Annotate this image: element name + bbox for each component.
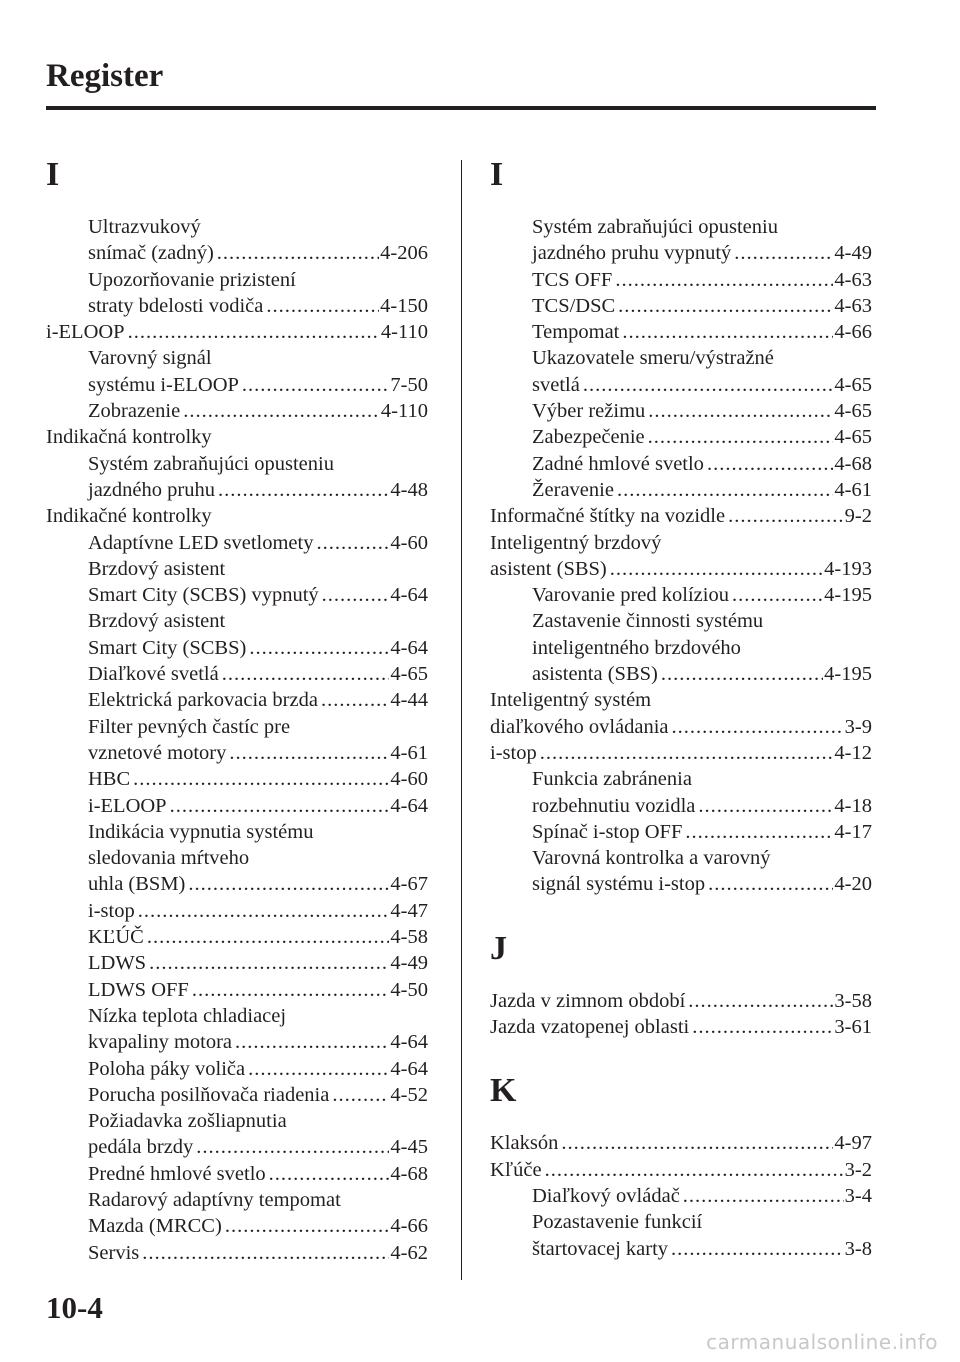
index-subentry [46,635,428,661]
page-reference: 4-64 [390,794,428,817]
dot-leader [698,793,833,819]
index-column-right [490,150,872,1262]
page-reference: 4-61 [834,478,872,501]
page-reference: 3-61 [834,1016,872,1039]
entry-text: systému i-ELOOP [88,373,239,396]
page-reference: 4-65 [834,373,872,396]
dot-leader [683,1183,844,1209]
index-subentry [490,1183,872,1209]
entry-text: Servis [88,1241,140,1264]
index-subentry [46,477,428,503]
index-subentry: Systém zabraňujúci opusteniu [88,452,334,475]
dot-leader [138,898,390,924]
index-subentry [490,293,872,319]
index-subentry: Varovná kontrolka a varovný [532,847,771,870]
dot-leader [707,451,833,477]
page-reference: 3-58 [834,989,872,1012]
dot-leader [734,240,833,266]
page-reference: 4-206 [380,242,428,265]
index-subentry: Brzdový asistent [88,610,226,633]
index-subentry [46,898,428,924]
entry-text: rozbehnutiu vozidla [532,794,696,817]
entry-text: Spínač i-stop OFF [532,820,683,843]
dot-leader [142,1240,389,1266]
section-letter: I [490,156,504,193]
dot-leader [322,582,390,608]
header-rule [46,106,876,110]
entry-text: TCS/DSC [532,294,616,317]
column-divider [461,160,462,1280]
dot-leader [685,819,833,845]
dot-leader [133,766,389,792]
entry-text: Smart City (SCBS) [88,636,247,659]
page-reference: 4-68 [390,1162,428,1185]
dot-leader [540,740,834,766]
section-letter: K [490,1072,517,1110]
dot-leader [128,319,380,345]
index-entry [490,740,872,766]
page-reference: 4-50 [390,978,428,1001]
dot-leader [615,267,833,293]
index-entry: Indikačné kontrolky [46,505,212,528]
entry-text: HBC [88,768,131,791]
entry-text: Jazda vzatopenej oblasti [490,1016,690,1039]
entry-list [46,214,428,1266]
page-number: 10-4 [46,1290,103,1325]
entry-text: straty bdelosti vodiča [88,294,264,317]
index-subentry: Požiadavka zošliapnutia [88,1110,287,1133]
index-subentry: Systém zabraňujúci opusteniu [532,216,778,238]
page-reference: 4-67 [390,873,428,896]
index-entry: Indikačná kontrolky [46,426,212,449]
index-subentry: inteligentného brzdového [532,636,741,659]
index-subentry: Filter pevných častíc pre [88,715,291,738]
index-subentry [490,1236,872,1262]
index-entry [46,319,428,345]
index-subentry: Varovný signál [88,347,212,370]
page-reference: 4-62 [390,1241,428,1264]
index-subentry [46,1161,428,1187]
index-subentry [490,661,872,687]
dot-leader [249,635,389,661]
dot-leader [671,1236,844,1262]
entry-text: Výber režimu [532,400,646,423]
index-subentry [46,871,428,897]
page-reference: 4-49 [390,952,428,975]
dot-leader [661,661,823,687]
entry-text: jazdného pruhu vypnutý [532,242,732,265]
entry-text: Diaľkový ovládač [532,1184,680,1207]
entry-text: Elektrická parkovacia brzda [88,689,318,712]
page-reference: 4-58 [390,926,428,949]
dot-leader [728,503,844,529]
index-entry: Inteligentný brzdový [490,531,662,554]
dot-leader [242,372,390,398]
index-entry [490,1014,872,1040]
page-reference: 4-47 [390,899,428,922]
entry-text: snímač (zadný) [88,242,214,265]
page-reference: 4-63 [834,294,872,317]
index-subentry: Indikácia vypnutia systému [88,820,314,843]
index-subentry [490,372,872,398]
entry-text: Klaksón [490,1132,559,1155]
dot-leader [222,661,390,687]
dot-leader [732,582,823,608]
entry-text: asistenta (SBS) [532,663,658,686]
dot-leader [218,477,389,503]
index-subentry [490,398,872,424]
dot-leader [692,1014,833,1040]
page-reference: 4-65 [834,426,872,449]
page-reference: 4-97 [834,1132,872,1155]
index-subentry [46,398,428,424]
entry-text: LDWS [88,952,147,975]
entry-text: diaľkového ovládania [490,715,669,738]
entry-text: TCS OFF [532,268,613,291]
dot-leader [229,740,389,766]
dot-leader [648,398,833,424]
dot-leader [192,977,390,1003]
index-subentry [46,1056,428,1082]
index-subentry [490,871,872,897]
dot-leader [583,372,834,398]
page-reference: 3-9 [844,715,872,738]
index-subentry: Nízka teplota chladiacej [88,1004,287,1027]
index-entry: Inteligentný systém [490,689,652,712]
entry-text: Adaptívne LED svetlomety [88,531,314,554]
index-subentry: Ukazovatele smeru/výstražné [532,347,774,370]
index-subentry [46,1240,428,1266]
index-subentry [46,293,428,319]
entry-text: štartovacej karty [532,1237,669,1260]
page-reference: 4-12 [834,741,872,764]
index-subentry [46,740,428,766]
index-subentry: Zastavenie činnosti systému [532,610,764,633]
entry-text: i-ELOOP [88,794,167,817]
page-reference: 4-52 [390,1083,428,1106]
index-section [490,924,872,1041]
dot-leader [170,793,390,819]
dot-leader [266,293,379,319]
index-subentry [46,793,428,819]
dot-leader [648,424,834,450]
page-reference: 7-50 [390,373,428,396]
index-subentry [490,819,872,845]
page-reference: 4-66 [390,1215,428,1238]
entry-text: Smart City (SCBS) vypnutý [88,584,319,607]
entry-text: Jazda v zimnom období [490,989,686,1012]
dot-leader [147,924,390,950]
page-reference: 4-49 [834,242,872,265]
entry-text: i-stop [88,899,135,922]
page-reference: 4-60 [390,768,428,791]
dot-leader [196,1134,389,1160]
index-entry [490,503,872,529]
index-subentry [490,477,872,503]
page-reference: 4-18 [834,794,872,817]
entry-text: Zabezpečenie [532,426,645,449]
page-reference: 4-64 [390,636,428,659]
page-reference: 4-150 [380,294,428,317]
page-reference: 4-195 [824,584,872,607]
index-subentry: Pozastavenie funkcií [532,1211,703,1234]
page-reference: 4-195 [824,663,872,686]
section-letter: J [490,929,507,967]
page-reference: 4-61 [390,741,428,764]
page-reference: 4-68 [834,452,872,475]
entry-text: asistent (SBS) [490,557,607,580]
dot-leader [225,1213,390,1239]
index-column-left [46,150,428,1266]
dot-leader [269,1161,390,1187]
entry-text: i-stop [490,741,537,764]
section-letter: I [46,156,60,193]
index-entry [490,556,872,582]
index-subentry [490,319,872,345]
entry-text: KĽÚČ [88,926,144,949]
page-reference: 4-44 [390,689,428,712]
entry-text: Predné hmlové svetlo [88,1162,266,1185]
index-subentry [46,924,428,950]
page-reference: 4-17 [834,820,872,843]
page-reference: 4-45 [390,1136,428,1159]
entry-text: Poloha páky voliča [88,1057,246,1080]
entry-text: jazdného pruhu [88,478,215,501]
dot-leader [545,1157,844,1183]
entry-text: Porucha posilňovača riadenia [88,1083,330,1106]
index-subentry [46,372,428,398]
index-subentry [46,661,428,687]
dot-leader [183,398,380,424]
index-subentry: sledovania mŕtveho [88,847,250,870]
dot-leader [618,293,833,319]
index-subentry [490,424,872,450]
dot-leader [188,871,389,897]
index-section [490,150,872,898]
index-subentry: Ultrazvukový [88,216,201,238]
index-section [490,1066,872,1261]
dot-leader [610,556,823,582]
page-reference: 4-48 [390,478,428,501]
dot-leader [688,988,833,1014]
entry-text: Zobrazenie [88,400,181,423]
index-subentry [46,530,428,556]
entry-text: uhla (BSM) [88,873,186,896]
index-subentry [46,1082,428,1108]
entry-text: Diaľkové svetlá [88,663,219,686]
dot-leader [332,1082,389,1108]
index-subentry: Upozorňovanie prizistení [88,268,296,291]
index-subentry: Radarový adaptívny tempomat [88,1188,341,1211]
page-reference: 4-64 [390,1057,428,1080]
page-reference: 4-20 [834,873,872,896]
entry-text: Varovanie pred kolíziou [532,584,729,607]
index-entry [490,988,872,1014]
page-title: Register [46,58,164,94]
index-entry [490,714,872,740]
page-reference: 3-2 [844,1158,872,1181]
page-reference: 3-8 [844,1237,872,1260]
page-reference: 4-60 [390,531,428,554]
page-reference: 3-4 [844,1184,872,1207]
entry-text: Kľúče [490,1158,542,1181]
dot-leader [708,871,833,897]
entry-text: signál systému i-stop [532,873,706,896]
page-reference: 9-2 [844,505,872,528]
index-subentry [46,977,428,1003]
entry-text: i-ELOOP [46,321,125,344]
index-subentry [490,582,872,608]
dot-leader [561,1130,833,1156]
entry-text: kvapaliny motora [88,1031,233,1054]
dot-leader [617,477,833,503]
page-reference: 4-110 [380,400,428,423]
dot-leader [321,687,389,713]
entry-text: LDWS OFF [88,978,189,1001]
index-subentry [46,687,428,713]
index-subentry [490,793,872,819]
dot-leader [217,240,379,266]
index-subentry [490,240,872,266]
dot-leader [316,530,389,556]
index-subentry: Brzdový asistent [88,557,226,580]
entry-text: Informačné štítky na vozidle [490,505,726,528]
dot-leader [672,714,844,740]
dot-leader [248,1056,389,1082]
entry-text: Zadné hmlové svetlo [532,452,704,475]
index-subentry [46,1134,428,1160]
page-reference: 4-65 [834,400,872,423]
index-subentry [46,766,428,792]
page-reference: 4-64 [390,584,428,607]
index-subentry [46,1213,428,1239]
watermark: carmanualsonline.info [706,1330,938,1354]
page-reference: 4-66 [834,321,872,344]
index-subentry [46,582,428,608]
index-subentry [490,267,872,293]
page-reference: 4-64 [390,1031,428,1054]
entry-text: pedála brzdy [88,1136,194,1159]
dot-leader [622,319,833,345]
entry-text: vznetové motory [88,741,227,764]
page-reference: 4-110 [380,321,428,344]
index-subentry [46,1029,428,1055]
index-subentry [490,451,872,477]
entry-text: svetlá [532,373,580,396]
index-entry [490,1130,872,1156]
entry-text: Tempomat [532,321,620,344]
page-reference: 4-63 [834,268,872,291]
index-entry [490,1157,872,1183]
dot-leader [149,950,389,976]
index-subentry [46,240,428,266]
dot-leader [235,1029,389,1055]
page-reference: 4-193 [824,557,872,580]
page-reference: 4-65 [390,663,428,686]
entry-text: Mazda (MRCC) [88,1215,222,1238]
index-subentry: Funkcia zabránenia [532,768,692,791]
index-subentry [46,950,428,976]
entry-text: Žeravenie [532,478,614,501]
